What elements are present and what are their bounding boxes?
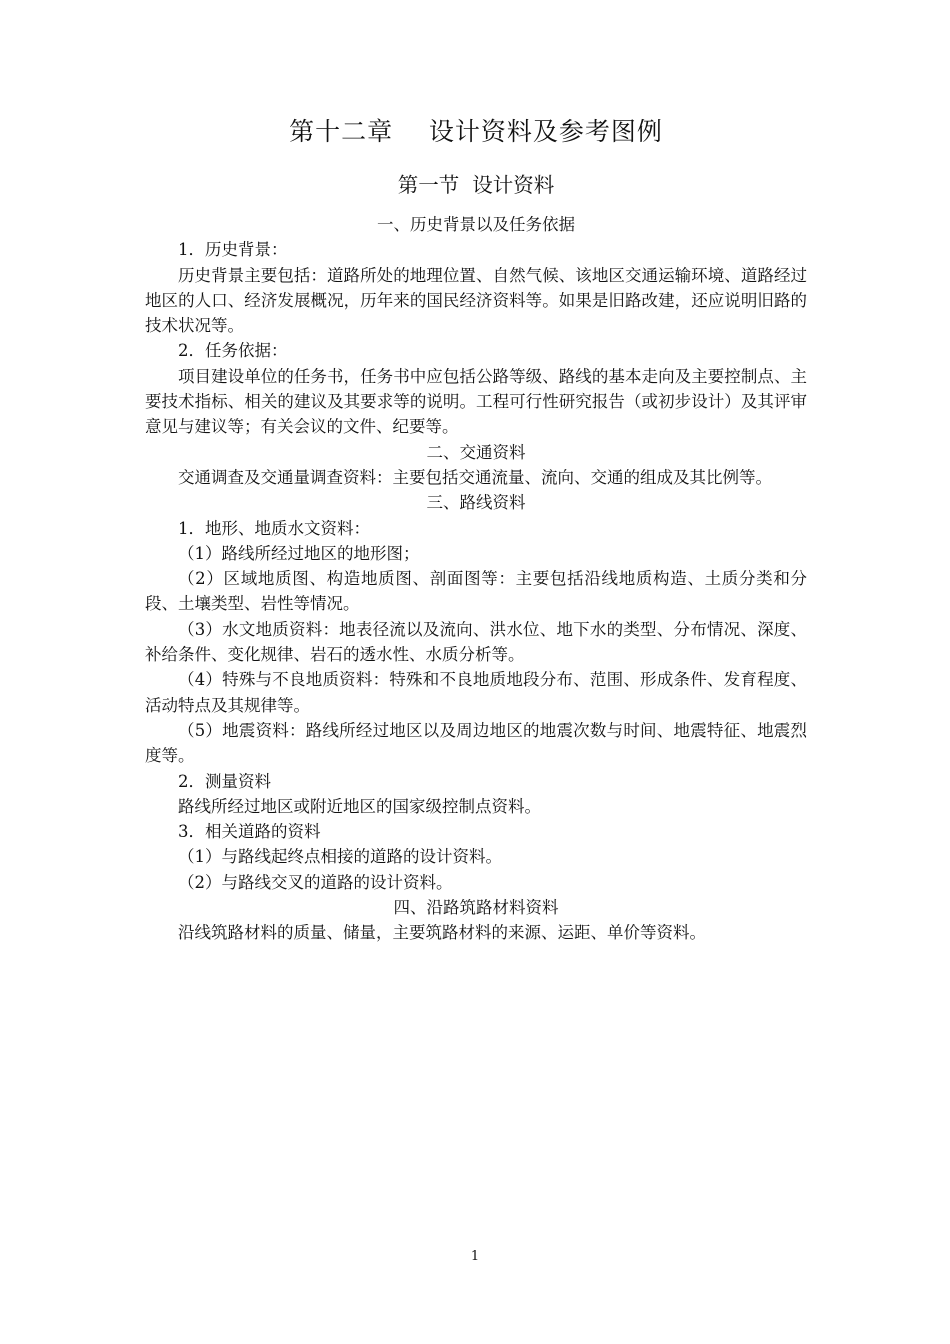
subsection-heading-traffic: 二、交通资料 xyxy=(426,442,526,462)
section-title: 第一节 设计资料 xyxy=(397,173,555,197)
page-number: 1 xyxy=(470,1249,480,1264)
paragraph-history-background: 历史背景主要包括：道路所处的地理位置、自然气候、该地区交通运输环境、道路经过地区的人口、经济发展概况，历年来的国民经济资料等。如果是旧路改建，还应说明旧路的技术状况等。 xyxy=(145,265,807,336)
list-item-topographic-map: （1）路线所经过地区的地形图； xyxy=(178,543,420,563)
subsection-heading-materials: 四、沿路筑路材料资料 xyxy=(393,898,559,918)
item-task-basis-label: 2．任务依据： xyxy=(178,341,288,361)
paragraph-task-basis: 项目建设单位的任务书，任务书中应包括公路等级、路线的基本走向及主要控制点、主要技术指标、相关的建议及其要求等的说明。工程可行性研究报告（或初步设计）及其评审意见与建议等；有关会议的文件、纪要等。 xyxy=(145,366,807,437)
paragraph-traffic: 交通调查及交通量调查资料：主要包括交通流量、流向、交通的组成及其比例等。 xyxy=(178,467,772,487)
item-survey-label: 2．测量资料 xyxy=(178,771,271,791)
list-item-connecting-roads: （1）与路线起终点相接的道路的设计资料。 xyxy=(178,847,502,867)
chapter-title: 第十二章 设计资料及参考图例 xyxy=(289,117,663,146)
list-item-crossing-roads: （2）与路线交叉的道路的设计资料。 xyxy=(178,872,453,892)
paragraph-materials: 沿线筑路材料的质量、储量，主要筑路材料的来源、运距、单价等资料。 xyxy=(178,923,706,943)
list-item-special-geology: （4）特殊与不良地质资料：特殊和不良地质地段分布、范围、形成条件、发育程度、活动特点及其规律等。 xyxy=(145,670,807,715)
paragraph-survey: 路线所经过地区或附近地区的国家级控制点资料。 xyxy=(178,796,541,816)
subsection-heading-route: 三、路线资料 xyxy=(426,493,526,513)
item-history-background-label: 1．历史背景： xyxy=(178,240,288,260)
item-related-roads-label: 3．相关道路的资料 xyxy=(178,822,321,842)
item-terrain-geology-label: 1．地形、地质水文资料： xyxy=(178,518,370,538)
document-body xyxy=(145,212,807,946)
list-item-earthquake: （5）地震资料：路线所经过地区以及周边地区的地震次数与时间、地震特征、地震烈度等。 xyxy=(145,720,807,766)
subsection-heading-history: 一、历史背景以及任务依据 xyxy=(377,215,575,234)
list-item-hydrogeology: （3）水文地质资料：地表径流以及流向、洪水位、地下水的类型、分布情况、深度、补给条件、变化规律、岩石的透水性、水质分析等。 xyxy=(145,619,807,665)
list-item-regional-geology: （2）区域地质图、构造地质图、剖面图等：主要包括沿线地质构造、土质分类和分段、土壤类型、岩性等情况。 xyxy=(145,569,807,614)
